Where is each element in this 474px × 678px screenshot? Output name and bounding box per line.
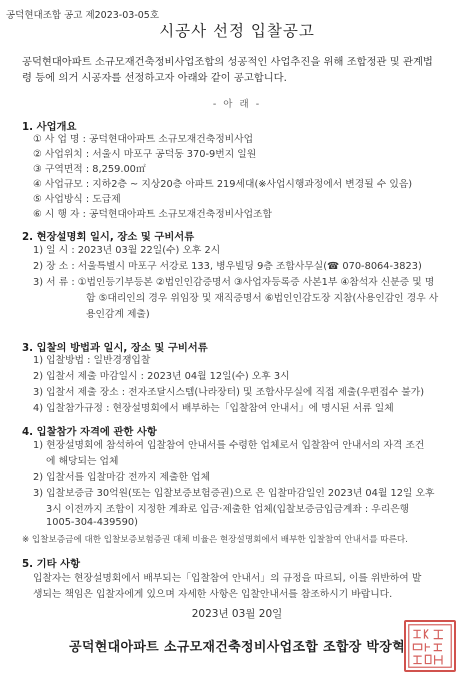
section-2-item: 2) 장 소 : 서울특별시 마포구 서강로 133, 병우빌딩 9층 조합사무실(☎ 070-8064-3823)	[33, 261, 422, 272]
section-4-note: ※ 입찰보증금에 대한 입찰보증보험증권 대체 비율은 현장설명회에서 배부한 입찰참여 안내서를 따른다.	[22, 535, 408, 545]
section-4-item-continued: 3시 이전까지 조합이 지정한 계좌로 입금·제출한 업체(입찰보증금입금계좌 : 우리은행	[46, 504, 410, 515]
section-3-item: 3) 입찰서 제출 장소 : 전자조달시스템(나라장터) 및 조합사무실에 직접 제출(우편접수 불가)	[33, 387, 425, 398]
section-3-item: 2) 입찰서 제출 마감일시 : 2023년 04월 12일(수) 오후 3시	[33, 371, 290, 382]
page-title: 시공사 선정 입찰공고	[159, 22, 315, 40]
section-4-item: 2) 입찰서를 입찰마감 전까지 제출한 업체	[33, 472, 211, 483]
section-5-text: 입찰자는 현장설명회에서 배부되는「입찰참여 안내서」의 규정을 따르되, 이를 위반하여 발	[33, 573, 422, 584]
section-3-item: 4) 입찰참가규정 : 현장설명회에서 배부하는「입찰참여 안내서」에 명시된 서류 일체	[33, 403, 394, 414]
section-4-item-continued: 1005-304-439590)	[46, 517, 138, 528]
section-3-title: 3. 입찰의 방법과 일시, 장소 및 구비서류	[22, 342, 208, 354]
section-1-item: ① 사 업 명 : 공덕현대아파트 소규모재건축정비사업	[33, 134, 254, 145]
intro-line-2: 령 등에 의거 시공자를 선정하고자 아래와 같이 공고합니다.	[22, 72, 287, 84]
section-4-item: 3) 입찰보증금 30억원(또는 입찰보증보험증권)으로 은 입찰마감일인 2023년 04월 12일 오후	[33, 488, 435, 499]
section-1-item: ⑥ 시 행 자 : 공덕현대아파트 소규모재건축정비사업조합	[33, 209, 272, 220]
signature-line: 공덕현대아파트 소규모재건축정비사업조합 조합장 박장혁	[69, 640, 405, 655]
section-4-title: 4. 입찰참가 자격에 관한 사항	[22, 426, 157, 438]
section-3-item: 1) 입찰방법 : 일반경쟁입찰	[33, 355, 151, 366]
section-4-item: 1) 현장설명회에 참석하여 입찰참여 안내서를 수령한 업체로서 입찰참여 안내서의 자격 조건	[33, 440, 425, 451]
section-2-item-continued: 용인감계 제출)	[86, 309, 150, 320]
announcement-date: 2023년 03월 20일	[191, 608, 283, 620]
section-2-item: 1) 일 시 : 2023년 03월 22일(수) 오후 2시	[33, 245, 221, 256]
section-4-item-continued: 에 해당되는 업체	[46, 456, 119, 467]
section-1-item: ② 사업위치 : 서울시 마포구 공덕동 370-9번지 일원	[33, 149, 257, 160]
intro-paragraph	[22, 54, 462, 86]
section-1-item: ④ 사업규모 : 지하2층 ~ 지상20층 아파트 219세대(※사업시행과정에서 변경될 수 있음)	[33, 179, 413, 190]
section-2-item-continued: 함 ⑤대리인의 경우 위임장 및 재직증명서 ⑥법인인감도장 지참(사용인감인 경우 사	[86, 293, 439, 304]
section-1-title: 1. 사업개요	[22, 121, 77, 133]
section-2-title: 2. 현장설명회 일시, 장소 및 구비서류	[22, 231, 195, 243]
section-1-item: ⑤ 사업방식 : 도급제	[33, 194, 121, 205]
section-5-title: 5. 기타 사항	[22, 558, 81, 570]
section-1-item: ③ 구역면적 : 8,259.00㎡	[33, 164, 146, 175]
section-5-text: 생되는 책임은 입찰자에게 있으며 자세한 사항은 입찰안내서를 참조하시기 바랍니다.	[33, 589, 393, 600]
section-2-item: 3) 서 류 : ①법인등기부등본 ②법인인감증명서 ③사업자등록증 사본1부 ④참석자 신분증 및 명	[33, 277, 435, 288]
section-divider-mark: - 아 래 -	[212, 99, 262, 110]
document-number: 공덕현대조합 공고 제2023-03-05호	[6, 10, 160, 21]
intro-line-1: 공덕현대아파트 소규모재건축정비사업조합의 성공적인 사업추진을 위해 조합정관 및 관계법	[22, 56, 433, 68]
